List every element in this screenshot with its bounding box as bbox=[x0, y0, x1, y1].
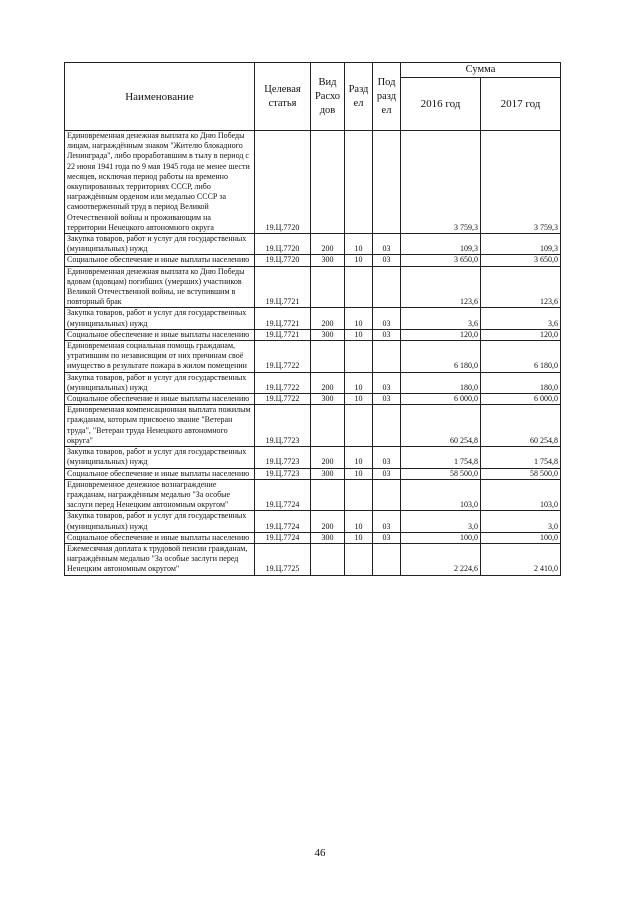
row-amount-2016: 6 000,0 bbox=[401, 394, 481, 405]
row-target-article: 19.Ц.7721 bbox=[255, 308, 311, 329]
row-target-article: 19.Ц.7724 bbox=[255, 532, 311, 543]
row-subsection bbox=[373, 405, 401, 447]
row-section bbox=[345, 479, 373, 511]
row-subsection bbox=[373, 131, 401, 234]
row-target-article: 19.Ц.7722 bbox=[255, 341, 311, 373]
row-section: 10 bbox=[345, 234, 373, 255]
row-section: 10 bbox=[345, 394, 373, 405]
header-year-2016: 2016 год bbox=[401, 78, 481, 131]
row-expense-type: 200 bbox=[311, 234, 345, 255]
row-subsection bbox=[373, 543, 401, 575]
row-amount-2016: 180,0 bbox=[401, 372, 481, 393]
row-section: 10 bbox=[345, 447, 373, 468]
table-row bbox=[65, 266, 561, 308]
row-name: Закупка товаров, работ и услуг для государственных (муниципальных) нужд bbox=[65, 511, 255, 532]
row-target-article: 19.Ц.7724 bbox=[255, 479, 311, 511]
row-subsection: 03 bbox=[373, 255, 401, 266]
row-expense-type bbox=[311, 543, 345, 575]
table-body bbox=[65, 131, 561, 576]
row-amount-2017: 109,3 bbox=[481, 234, 561, 255]
row-expense-type bbox=[311, 341, 345, 373]
row-section bbox=[345, 341, 373, 373]
table-row bbox=[65, 341, 561, 373]
row-amount-2017: 3 650,0 bbox=[481, 255, 561, 266]
row-name: Закупка товаров, работ и услуг для государственных (муниципальных) нужд bbox=[65, 234, 255, 255]
row-expense-type bbox=[311, 266, 345, 308]
row-amount-2017: 103,0 bbox=[481, 479, 561, 511]
row-target-article: 19.Ц.7722 bbox=[255, 372, 311, 393]
row-target-article: 19.Ц.7720 bbox=[255, 131, 311, 234]
table-row bbox=[65, 131, 561, 234]
row-target-article: 19.Ц.7720 bbox=[255, 234, 311, 255]
row-amount-2016: 3,6 bbox=[401, 308, 481, 329]
header-subsection: Под разд ел bbox=[373, 63, 401, 131]
row-name: Единовременная денежная выплата ко Дню Победы вдовам (вдовцам) погибших (умерших) участников Великой Отечественной войны, не вступившим в повторный брак bbox=[65, 266, 255, 308]
table-row bbox=[65, 255, 561, 266]
row-amount-2016: 6 180,0 bbox=[401, 341, 481, 373]
row-amount-2016: 60 254,8 bbox=[401, 405, 481, 447]
table-row bbox=[65, 329, 561, 340]
row-amount-2017: 1 754,8 bbox=[481, 447, 561, 468]
header-sum: Сумма bbox=[401, 63, 561, 78]
row-amount-2016: 58 500,0 bbox=[401, 468, 481, 479]
row-section: 10 bbox=[345, 308, 373, 329]
row-amount-2017: 123,6 bbox=[481, 266, 561, 308]
row-name: Социальное обеспечение и иные выплаты населению bbox=[65, 468, 255, 479]
row-amount-2016: 1 754,8 bbox=[401, 447, 481, 468]
row-section bbox=[345, 266, 373, 308]
table-row bbox=[65, 234, 561, 255]
row-name: Закупка товаров, работ и услуг для государственных (муниципальных) нужд bbox=[65, 372, 255, 393]
row-section bbox=[345, 405, 373, 447]
page-number: 46 bbox=[314, 847, 326, 859]
row-target-article: 19.Ц.7721 bbox=[255, 329, 311, 340]
row-name: Социальное обеспечение и иные выплаты населению bbox=[65, 329, 255, 340]
row-amount-2016: 123,6 bbox=[401, 266, 481, 308]
row-expense-type: 200 bbox=[311, 511, 345, 532]
row-amount-2017: 2 410,0 bbox=[481, 543, 561, 575]
table-row bbox=[65, 543, 561, 575]
row-expense-type bbox=[311, 405, 345, 447]
row-subsection: 03 bbox=[373, 308, 401, 329]
row-amount-2016: 100,0 bbox=[401, 532, 481, 543]
row-target-article: 19.Ц.7724 bbox=[255, 511, 311, 532]
row-expense-type: 300 bbox=[311, 532, 345, 543]
row-target-article: 19.Ц.7723 bbox=[255, 447, 311, 468]
row-subsection: 03 bbox=[373, 532, 401, 543]
table-row bbox=[65, 405, 561, 447]
table-row bbox=[65, 372, 561, 393]
row-section: 10 bbox=[345, 468, 373, 479]
budget-table bbox=[64, 62, 561, 576]
row-amount-2017: 120,0 bbox=[481, 329, 561, 340]
row-amount-2017: 3,6 bbox=[481, 308, 561, 329]
row-target-article: 19.Ц.7721 bbox=[255, 266, 311, 308]
row-section bbox=[345, 131, 373, 234]
row-amount-2017: 3,0 bbox=[481, 511, 561, 532]
row-amount-2016: 2 224,6 bbox=[401, 543, 481, 575]
header-target-article: Целевая статья bbox=[255, 63, 311, 131]
row-name: Единовременная компенсационная выплата пожилым гражданам, которым присвоено звание "Ветеран труда", "Ветеран труда Ненецкого автономного округа" bbox=[65, 405, 255, 447]
row-subsection: 03 bbox=[373, 511, 401, 532]
row-amount-2017: 100,0 bbox=[481, 532, 561, 543]
row-subsection: 03 bbox=[373, 468, 401, 479]
row-expense-type: 200 bbox=[311, 308, 345, 329]
table-row bbox=[65, 308, 561, 329]
row-section bbox=[345, 543, 373, 575]
row-expense-type: 300 bbox=[311, 468, 345, 479]
row-expense-type: 300 bbox=[311, 394, 345, 405]
row-target-article: 19.Ц.7723 bbox=[255, 468, 311, 479]
row-amount-2017: 3 759,3 bbox=[481, 131, 561, 234]
table-header bbox=[65, 63, 561, 131]
row-target-article: 19.Ц.7720 bbox=[255, 255, 311, 266]
row-subsection: 03 bbox=[373, 329, 401, 340]
row-expense-type bbox=[311, 479, 345, 511]
table-row bbox=[65, 511, 561, 532]
header-year-2017: 2017 год bbox=[481, 78, 561, 131]
table-row bbox=[65, 479, 561, 511]
row-subsection bbox=[373, 266, 401, 308]
header-name: Наименование bbox=[65, 63, 255, 131]
row-amount-2016: 3,0 bbox=[401, 511, 481, 532]
row-expense-type: 200 bbox=[311, 372, 345, 393]
row-name: Единовременная социальная помощь гражданам, утратившим по независящим от них причинам своё имущество в результате пожара в жилом помещении bbox=[65, 341, 255, 373]
header-expense-type: Вид Расхо дов bbox=[311, 63, 345, 131]
row-expense-type: 200 bbox=[311, 447, 345, 468]
table-row bbox=[65, 532, 561, 543]
row-amount-2017: 6 180,0 bbox=[481, 341, 561, 373]
row-section: 10 bbox=[345, 511, 373, 532]
row-target-article: 19.Ц.7722 bbox=[255, 394, 311, 405]
row-target-article: 19.Ц.7723 bbox=[255, 405, 311, 447]
row-name: Закупка товаров, работ и услуг для государственных (муниципальных) нужд bbox=[65, 308, 255, 329]
row-amount-2017: 60 254,8 bbox=[481, 405, 561, 447]
table-row bbox=[65, 468, 561, 479]
table-row bbox=[65, 394, 561, 405]
row-name: Социальное обеспечение и иные выплаты населению bbox=[65, 532, 255, 543]
row-name: Закупка товаров, работ и услуг для государственных (муниципальных) нужд bbox=[65, 447, 255, 468]
row-subsection bbox=[373, 479, 401, 511]
header-section: Разд ел bbox=[345, 63, 373, 131]
row-amount-2016: 3 650,0 bbox=[401, 255, 481, 266]
row-subsection bbox=[373, 341, 401, 373]
row-section: 10 bbox=[345, 255, 373, 266]
row-name: Социальное обеспечение и иные выплаты населению bbox=[65, 255, 255, 266]
row-name: Единовременное денежное вознаграждение гражданам, награждённым медалью "За особые заслуги перед Ненецким автономным округом" bbox=[65, 479, 255, 511]
row-section: 10 bbox=[345, 532, 373, 543]
row-target-article: 19.Ц.7725 bbox=[255, 543, 311, 575]
row-subsection: 03 bbox=[373, 447, 401, 468]
row-subsection: 03 bbox=[373, 234, 401, 255]
row-name: Ежемесячная доплата к трудовой пенсии гражданам, награждённым медалью "За особые заслуги перед Ненецким автономным округом" bbox=[65, 543, 255, 575]
row-amount-2017: 180,0 bbox=[481, 372, 561, 393]
table-row bbox=[65, 447, 561, 468]
row-amount-2016: 103,0 bbox=[401, 479, 481, 511]
row-amount-2017: 58 500,0 bbox=[481, 468, 561, 479]
row-expense-type: 300 bbox=[311, 255, 345, 266]
row-name: Единовременная денежная выплата ко Дню Победы лицам, награждённым знаком "Жителю блокадного Ленинграда", либо проработавшим в тылу в период с 22 июня 1941 года по 9 мая 1945 года не менее шести месяцев, исключая период работы на временно оккупированных территориях СССР, либо награждённым орденом или медалью СССР за самоотверженный труд в период Великой Отечественной войны и проживающим на территории Ненецкого автономного округа bbox=[65, 131, 255, 234]
row-section: 10 bbox=[345, 372, 373, 393]
row-amount-2016: 3 759,3 bbox=[401, 131, 481, 234]
row-amount-2017: 6 000,0 bbox=[481, 394, 561, 405]
row-expense-type bbox=[311, 131, 345, 234]
row-subsection: 03 bbox=[373, 372, 401, 393]
row-amount-2016: 120,0 bbox=[401, 329, 481, 340]
row-section: 10 bbox=[345, 329, 373, 340]
row-amount-2016: 109,3 bbox=[401, 234, 481, 255]
row-expense-type: 300 bbox=[311, 329, 345, 340]
row-subsection: 03 bbox=[373, 394, 401, 405]
row-name: Социальное обеспечение и иные выплаты населению bbox=[65, 394, 255, 405]
